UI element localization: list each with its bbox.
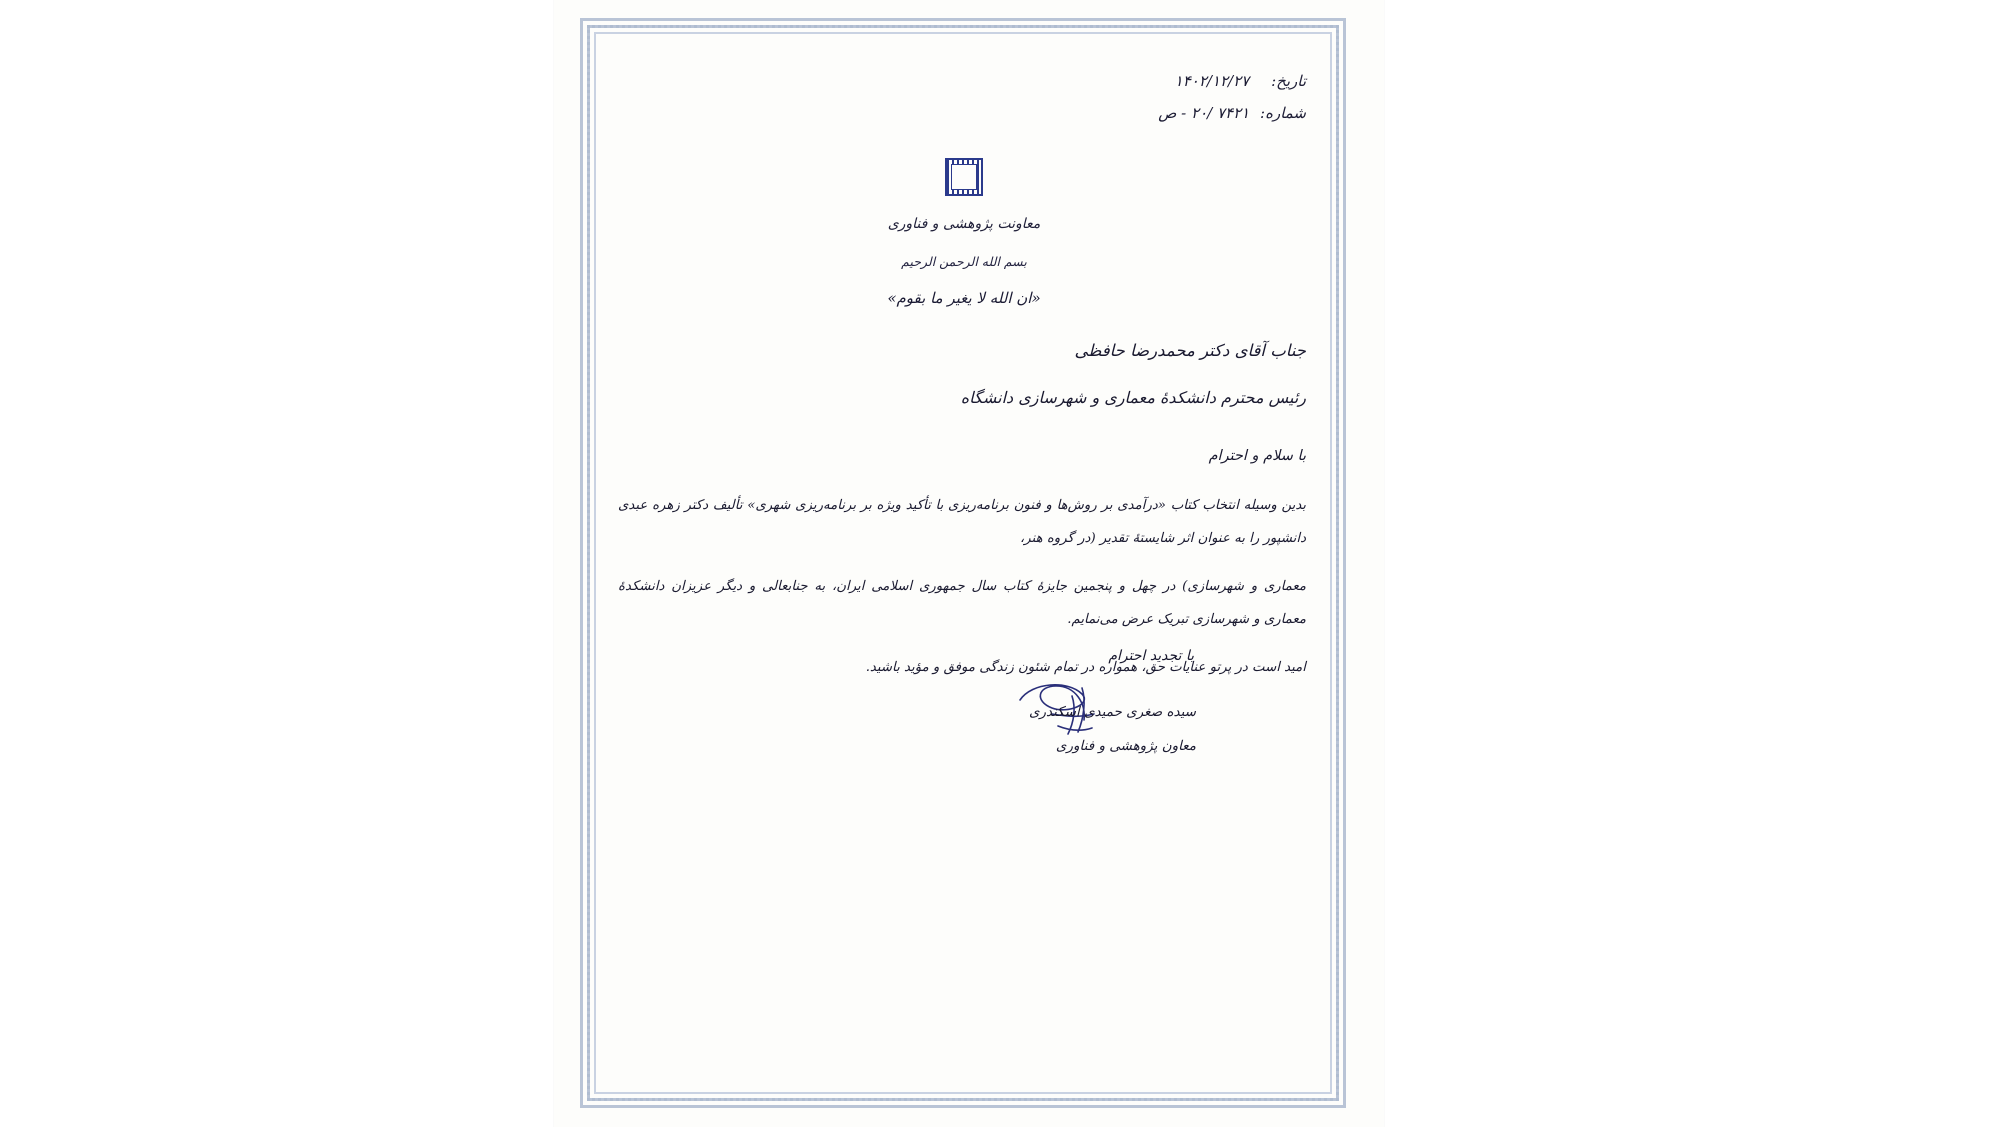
- date-label: تاریخ:: [1271, 72, 1306, 90]
- addressee-block: [961, 332, 1306, 417]
- page-margin-right: [1384, 0, 2002, 1127]
- greeting-line: با سلام و احترام: [1208, 448, 1306, 464]
- body-paragraph: امید است در پرتو عنایات حق، همواره در تمام شئون زندگی موفق و مؤید باشید.: [865, 660, 1306, 676]
- date-value: ۱۴۰۲/۱۲/۲۷: [1174, 72, 1250, 90]
- signer-name: سیده صغری حمیدی اسکندری: [1028, 704, 1196, 720]
- signer-role: معاون پژوهشی و فناوری: [1055, 738, 1196, 755]
- letter-body: [618, 490, 1306, 701]
- body-paragraph: بدین وسیله انتخاب کتاب «درآمدی بر روش‌ها و فنون برنامه‌ریزی با تأکید ویژه بر برنامه‌ریزی شهری» تألیف دکتر زهره عبدی دانشپور را به عنوان اثر شایستهٔ تقدیر (در گروه هنر،: [618, 498, 1307, 546]
- signer-block: [1029, 698, 1196, 761]
- letterhead: [614, 158, 1314, 232]
- page-margin-left: [0, 0, 554, 1127]
- letter-meta: [1152, 66, 1306, 129]
- number-label: شماره:: [1260, 103, 1306, 122]
- letter-content: [614, 50, 1314, 1076]
- body-paragraph: معماری و شهرسازی) در چهل و پنجمین جایزهٔ کتاب سال جمهوری اسلامی ایران، به جنابعالی و دیگر عزیزان دانشکدهٔ معماری و شهرسازی تبریک عرض می‌نمایم.: [618, 579, 1306, 627]
- basmala-line-1: بسم الله الرحمن الرحیم: [901, 254, 1027, 269]
- closing-line: با تجدید احترام: [1108, 648, 1194, 664]
- letter-sheet: [554, 0, 1384, 1127]
- org-unit-label: معاونت پژوهشی و فناوری: [887, 216, 1041, 232]
- addressee-name: جناب آقای دکتر محمدرضا حافظی: [1074, 341, 1306, 360]
- meta-number-row: [1152, 98, 1306, 130]
- meta-date-row: [1152, 66, 1306, 98]
- addressee-title: رئیس محترم دانشکدهٔ معماری و شهرسازی دانشگاه: [960, 387, 1306, 407]
- basmala-line-2: «ان الله لا یغیر ما بقوم»: [887, 288, 1041, 307]
- number-value: ۷۴۲۱ /۲۰ - ص: [1158, 103, 1250, 122]
- basmala-block: [614, 248, 1314, 315]
- university-seal-logo-icon: [945, 158, 983, 196]
